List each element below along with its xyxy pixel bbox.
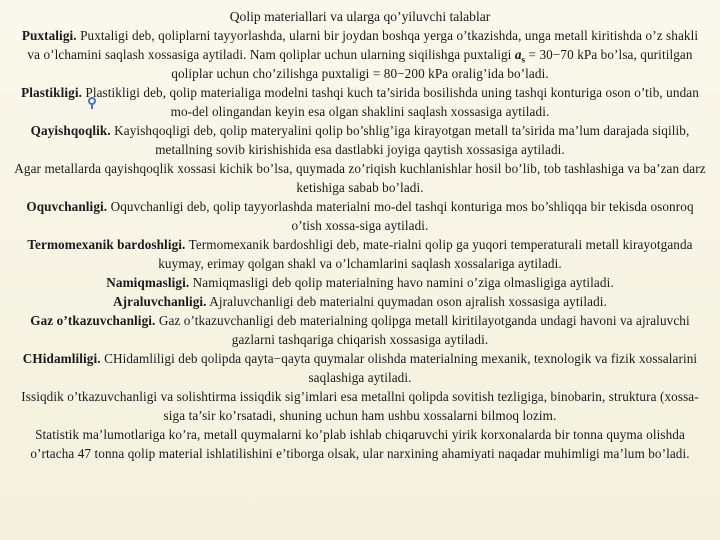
- paragraph-statistik: [14, 425, 706, 463]
- paragraph-text: Ajraluvchanligi deb materialni quymadan oson ajralish xossasiga aytiladi.: [206, 294, 607, 309]
- paragraph-chidamliligi: [14, 349, 706, 387]
- formula-subscript: s: [521, 54, 526, 65]
- document-title: Qolip materiallari va ularga qo’yiluvchi talablar: [229, 9, 491, 24]
- term-namiqmasligi: Namiqmasligi.: [106, 275, 190, 290]
- term-termomexanik: Termomexanik bardoshligi.: [27, 237, 186, 252]
- paragraph-termomexanik: [14, 235, 706, 273]
- term-chidamliligi: CHidamliligi.: [22, 351, 101, 366]
- term-puxtaligi: Puxtaligi.: [21, 28, 77, 43]
- paragraph-text: Issiqdik o’tkazuvchanligi va solishtirma issiqdik sig’imlari esa metallni qolipda sovitish tezligiga, binobarin, struktura (xossa-siga ta’sir ko’rsatadi, shuning uchun ham ushbu xossalarni bilmoq lozim.: [21, 389, 699, 423]
- paragraph-text: Oquvchanligi deb, qolip tayyorlashda materialni mo-del tashqi konturiga mos bo’shliqqa bir tekisda osonroq o’tish xossa-siga aytiladi.: [107, 199, 694, 233]
- paragraph-ajraluvchanligi: [14, 292, 706, 311]
- paragraph-text: Namiqmasligi deb qolip materialning havo namini o’ziga olmasligiga aytiladi.: [189, 275, 614, 290]
- paragraph-text: Plastikligi deb, qolip materialiga modelni tashqi kuch ta’sirida bosilishda uning tashqi konturiga oson o’tib, undan mo-del olingandan keyin esa olgan shaklini saqlash xossasiga aytiladi.: [82, 85, 699, 119]
- term-gaz: Gaz o’tkazuvchanligi.: [30, 313, 156, 328]
- term-oquvchanligi: Oquvchanligi.: [26, 199, 108, 214]
- paragraph-agar: [14, 159, 706, 197]
- paragraph-text: Agar metallarda qayishqoqlik xossasi kichik bo’lsa, quymada zo’riqish kuchlanishlar hosil bo’lib, tob tashlashiga va ba’zan darz ketishiga sabab bo’ladi.: [14, 161, 706, 195]
- paragraph-text: Kayishqoqligi deb, qolip materyalini qolip bo’shlig’iga kirayotgan metall ta’sirida ma’lum darajada siqilib, metallning sovib kirishishida esa dastlabki joyiga qaytish xossasiga aytiladi.: [110, 123, 690, 157]
- paragraph-text: Gaz o’tkazuvchanligi deb materialning qolipga metall kiritilayotganda undagi havoni va ajraluvchi gazlarni tashqariga chiqarish xossasiga aytiladi.: [155, 313, 690, 347]
- paragraph-text: CHidamliligi deb qolipda qayta−qayta quymalar olishda materialning mexanik, texnologik va fizik xossalarini saqlashiga aytiladi.: [100, 351, 698, 385]
- term-ajraluvchanligi: Ajraluvchanligi.: [113, 294, 207, 309]
- paragraph-oquvchanligi: [14, 197, 706, 235]
- paragraph-text: Statistik ma’lumotlariga ko’ra, metall quymalarni ko’plab ishlab chiqaruvchi yirik korxonalarda bir tonna quyma olishda o’rtacha 47 tonna qolip material ishlatilishini e’tiborga olsak, ular narxining ahamiyati naqadar muhimligi ma’lum bo’ladi.: [30, 427, 690, 461]
- paragraph-puxtaligi: [14, 26, 706, 83]
- paragraph-text: Termomexanik bardoshligi deb, mate-rialni qolip ga yuqori temperaturali metall kirayotganda kuymay, erimay qolgan shakl va o’lchamlarini saqlash xossalariga aytiladi.: [158, 237, 693, 271]
- term-qayishqoqlik: Qayishqoqlik.: [30, 123, 111, 138]
- paragraph-text: = 30−70 kPa bo’lsa, quritilgan qoliplar uchun cho’zilishga puxtaligi = 80−200 kPa oralig’ida bo’ladi.: [171, 47, 693, 81]
- paragraph-namiqmasligi: [14, 273, 706, 292]
- paragraph-gaz: [14, 311, 706, 349]
- paragraph-issiqdik: [14, 387, 706, 425]
- paragraph-qayishqoqlik: [14, 121, 706, 159]
- paragraph-plastikligi: [14, 83, 706, 121]
- paragraph-text: Puxtaligi deb, qoliplarni tayyorlashda, ularni bir joydan boshqa yerga o’tkazishda, unga metall kiritishda o’z shakli va o’lchamini saqlash xossasiga aytiladi. Nam qoliplar uchun ularning siqilishga puxtaligi: [27, 28, 699, 62]
- formula-symbol: a: [514, 47, 522, 62]
- text-cursor-icon: [88, 97, 96, 105]
- term-plastikligi: Plastikligi.: [21, 85, 82, 100]
